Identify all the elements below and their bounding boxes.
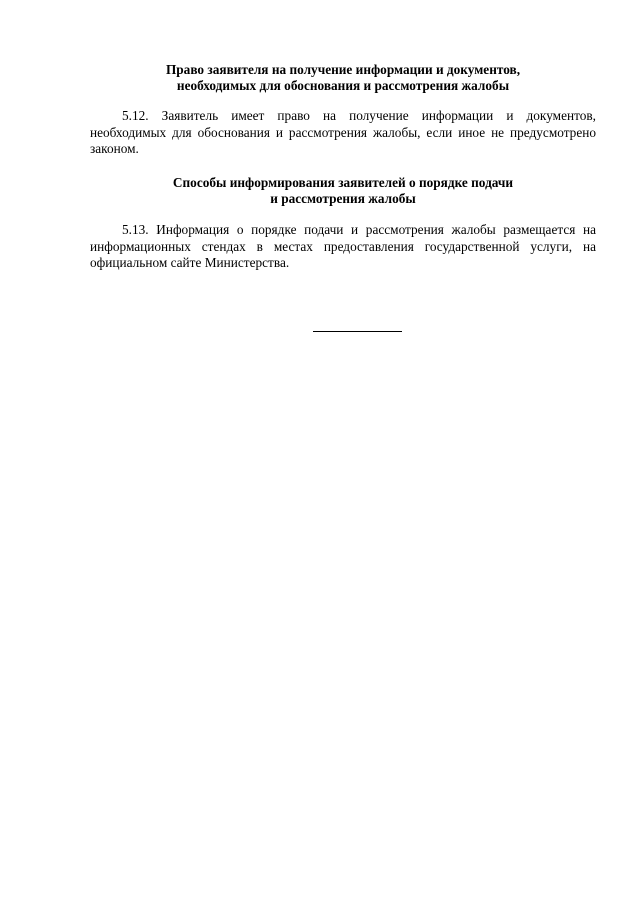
heading-line: Право заявителя на получение информации и документов, bbox=[165, 62, 521, 77]
paragraph-5-13: 5.13. Информация о порядке подачи и рассмотрения жалобы размещается на информационных стендах в местах предоставления государственной услуги, на официальном сайте Министерства. bbox=[90, 222, 596, 270]
heading-line: необходимых для обоснования и рассмотрения жалобы bbox=[176, 78, 510, 93]
paragraph-5-12: 5.12. Заявитель имеет право на получение информации и документов, необходимых для обоснования и рассмотрения жалобы, если иное не предусмотрено законом. bbox=[90, 108, 596, 156]
section-heading-rights bbox=[90, 62, 596, 94]
heading-line: Способы информирования заявителей о порядке подачи bbox=[172, 175, 514, 190]
end-divider bbox=[313, 331, 402, 332]
section-heading-informing bbox=[90, 175, 596, 207]
heading-line: и рассмотрения жалобы bbox=[270, 191, 416, 206]
